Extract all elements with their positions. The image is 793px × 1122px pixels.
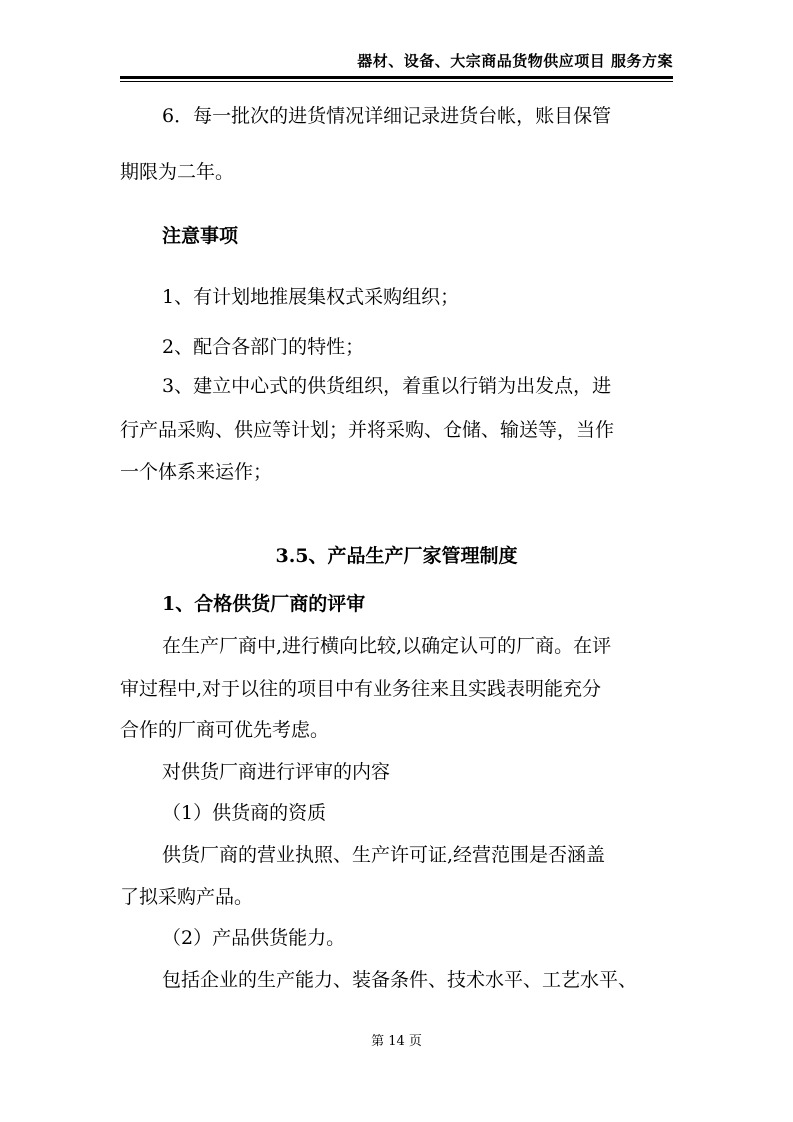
paragraph-line: 了拟采购产品。 xyxy=(120,886,254,908)
note-heading: 注意事项 xyxy=(162,225,239,247)
paragraph-line: 一个体系来运作； xyxy=(120,461,273,483)
paragraph-line: 期限为二年。 xyxy=(120,161,235,183)
paragraph-line: 合作的厂商可优先考虑。 xyxy=(120,719,330,741)
paragraph-line: 供货厂商的营业执照、生产许可证,经营范围是否涵盖 xyxy=(162,844,606,866)
list-item: 3、建立中心式的供货组织，着重以行销为出发点，进 xyxy=(162,375,612,397)
paragraph-line: 包括企业的生产能力、装备条件、技术水平、工艺水平、 xyxy=(162,969,638,991)
list-item-title: （1）供货商的资质 xyxy=(162,802,327,824)
list-item-title: （2）产品供货能力。 xyxy=(162,927,346,949)
paragraph-line: 6．每一批次的进货情况详细记录进货台帐，账目保管 xyxy=(162,105,612,127)
sub-heading: 1、合格供货厂商的评审 xyxy=(162,593,366,615)
paragraph-line: 对供货厂商进行评审的内容 xyxy=(162,761,391,783)
header-rule-thin xyxy=(120,81,673,82)
header-rule-thick xyxy=(120,76,673,79)
paragraph-line: 在生产厂商中,进行横向比较,以确定认可的厂商。在评 xyxy=(162,635,612,657)
page-number: 第 14 页 xyxy=(371,1034,422,1049)
list-item: 2、配合各部门的特性； xyxy=(162,336,365,358)
section-title: 3.5、产品生产厂家管理制度 xyxy=(275,545,518,567)
header-title: 器材、设备、大宗商品货物供应项目 服务方案 xyxy=(357,52,673,70)
paragraph-line: 行产品采购、供应等计划；并将采购、仓储、输送等，当作 xyxy=(120,419,615,441)
list-item: 1、有计划地推展集权式采购组织； xyxy=(162,286,460,308)
paragraph-line: 审过程中,对于以往的项目中有业务往来且实践表明能充分 xyxy=(120,678,602,700)
